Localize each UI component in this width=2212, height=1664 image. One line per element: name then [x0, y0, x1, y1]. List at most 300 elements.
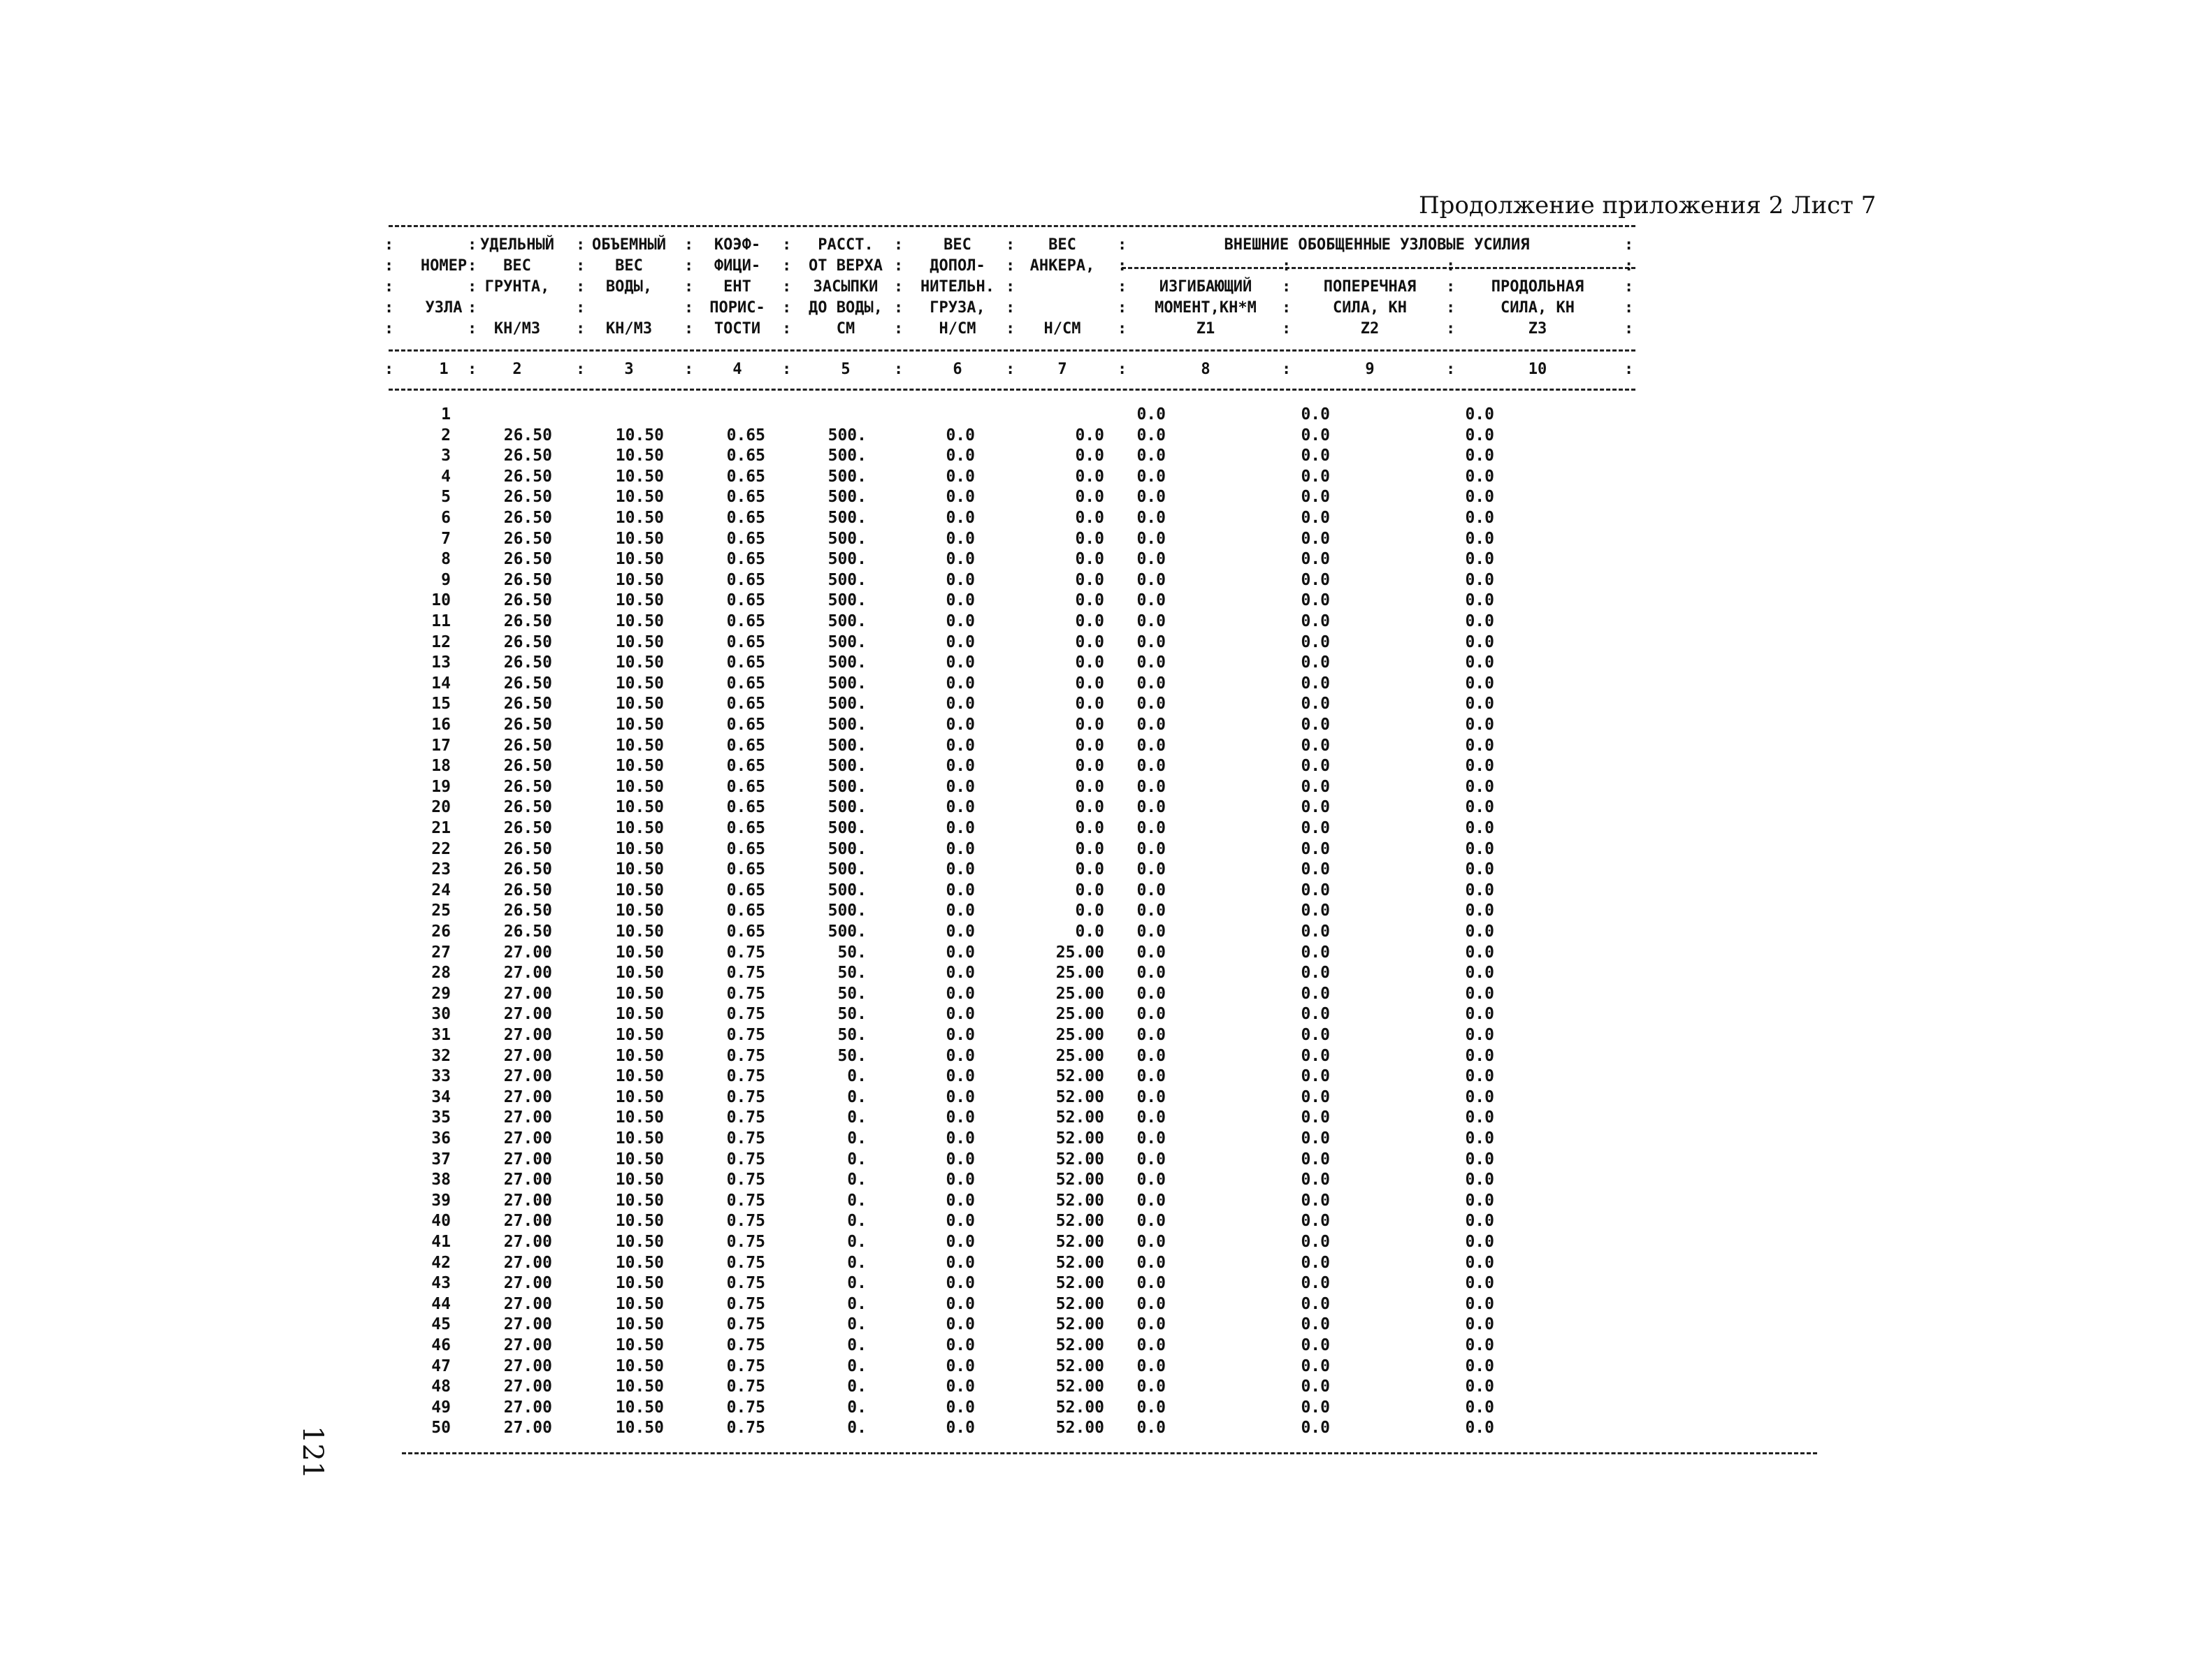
table-cell: 0.0 [1075, 819, 1104, 837]
column-separator: : [1118, 236, 1127, 254]
table-cell: 0.0 [1136, 736, 1166, 755]
table-cell: 500. [827, 902, 867, 920]
table-cell: 0.0 [1465, 943, 1494, 962]
node-number: 20 [431, 798, 451, 817]
table-cell: 500. [827, 695, 867, 714]
table-cell: 0.0 [1136, 1253, 1166, 1272]
table-cell: 0.75 [726, 1336, 765, 1354]
column-separator: : [1118, 257, 1127, 275]
node-number: 12 [431, 632, 451, 651]
table-cell: 10.50 [615, 902, 664, 920]
table-cell: 0.0 [1136, 447, 1166, 465]
node-number: 10 [431, 591, 451, 610]
table-cell: 0.0 [1075, 529, 1104, 548]
table-cell: 0.0 [1301, 1171, 1330, 1189]
header-line: УЗЛА [425, 299, 463, 317]
table-cell: 0.0 [1136, 1067, 1166, 1086]
table-cell: 27.00 [503, 1026, 552, 1044]
node-number: 13 [431, 653, 451, 672]
column-separator: : [1006, 278, 1015, 296]
table-cell: 0.0 [1301, 529, 1330, 548]
header-bottom-rule [389, 349, 1635, 352]
table-cell: 0.0 [1136, 612, 1166, 630]
table-cell: 10.50 [615, 1274, 664, 1293]
table-cell: 0.0 [1301, 902, 1330, 920]
table-cell: 0.0 [1465, 1150, 1494, 1169]
table-cell: 0.0 [946, 943, 975, 962]
table-cell: 0.0 [1136, 653, 1166, 672]
node-number: 11 [431, 612, 451, 630]
column-separator: : [1118, 278, 1127, 296]
table-cell: 0.0 [946, 1171, 975, 1189]
table-cell: 0. [847, 1212, 867, 1231]
table-cell: 52.00 [1055, 1274, 1104, 1293]
table-cell: 0.0 [1301, 1294, 1330, 1313]
table-cell: 27.00 [503, 1294, 552, 1313]
table-cell: 27.00 [503, 984, 552, 1003]
table-cell: 0.65 [726, 881, 765, 899]
table-cell: 26.50 [503, 467, 552, 486]
table-cell: 0.65 [726, 674, 765, 693]
column-number: 9 [1365, 361, 1375, 378]
column-separator: : [468, 236, 477, 254]
table-cell: 0.0 [1465, 1233, 1494, 1251]
table-cell: 0.0 [1301, 1253, 1330, 1272]
table-cell: 52.00 [1055, 1336, 1104, 1354]
header-line: ОТ ВЕРХА [809, 257, 883, 275]
table-cell: 0. [847, 1129, 867, 1148]
table-cell: 27.00 [503, 1419, 552, 1438]
table-cell: 0.0 [1465, 1067, 1494, 1086]
table-cell: 0.0 [1465, 819, 1494, 837]
table-cell: 0.0 [1465, 1398, 1494, 1417]
table-cell: 0.0 [1301, 943, 1330, 962]
node-number: 25 [431, 902, 451, 920]
header-line: ГРУНТА, [484, 278, 550, 296]
node-number: 1 [441, 405, 451, 424]
table-cell: 0.0 [1301, 1046, 1330, 1065]
table-cell: 0.0 [1136, 777, 1166, 796]
table-cell: 0.0 [1465, 426, 1494, 444]
table-cell: 52.00 [1055, 1377, 1104, 1396]
table-cell: 0.0 [1301, 612, 1330, 630]
table-cell: 500. [827, 570, 867, 589]
table-cell: 52.00 [1055, 1212, 1104, 1231]
table-cell: 0. [847, 1253, 867, 1272]
table-cell: 0.0 [1301, 674, 1330, 693]
column-separator: : [894, 299, 904, 317]
table-cell: 0.65 [726, 716, 765, 734]
table-cell: 0.0 [946, 674, 975, 693]
table-cell: 0.0 [1136, 529, 1166, 548]
table-cell: 10.50 [615, 695, 664, 714]
header-line: РАССТ. [818, 236, 874, 254]
table-cell: 0.0 [1465, 653, 1494, 672]
table-cell: 0.0 [1075, 860, 1104, 879]
table-cell: 0.0 [1301, 984, 1330, 1003]
table-cell: 10.50 [615, 757, 664, 776]
table-cell: 26.50 [503, 447, 552, 465]
table-cell: 500. [827, 591, 867, 610]
table-cell: 26.50 [503, 695, 552, 714]
table-cell: 0.0 [1301, 632, 1330, 651]
table-cell: 0.0 [1136, 923, 1166, 941]
table-cell: 0.0 [946, 860, 975, 879]
table-cell: 500. [827, 632, 867, 651]
table-cell: 0.0 [1136, 1356, 1166, 1375]
table-cell: 0.75 [726, 1212, 765, 1231]
table-cell: 0. [847, 1336, 867, 1354]
node-number: 2 [441, 426, 451, 444]
column-separator: : [894, 320, 904, 338]
subheader-line: ПОПЕРЕЧНАЯ [1323, 278, 1417, 296]
table-cell: 50. [837, 1005, 867, 1024]
table-cell: 500. [827, 923, 867, 941]
table-cell: 0.65 [726, 819, 765, 837]
table-cell: 0.0 [1301, 1233, 1330, 1251]
table-cell: 0.0 [1465, 1129, 1494, 1148]
table-cell: 0.0 [1136, 1191, 1166, 1210]
table-cell: 26.50 [503, 881, 552, 899]
node-number: 35 [431, 1108, 451, 1127]
table-cell: 0.0 [1465, 1419, 1494, 1438]
table-cell: 10.50 [615, 1087, 664, 1106]
table-cell: 52.00 [1055, 1191, 1104, 1210]
table-cell: 0.0 [1301, 860, 1330, 879]
table-cell: 10.50 [615, 488, 664, 507]
table-cell: 0. [847, 1233, 867, 1251]
table-cell: 0.0 [1136, 1087, 1166, 1106]
column-separator: : [1118, 361, 1127, 378]
column-separator: : [1624, 299, 1634, 317]
table-cell: 10.50 [615, 1315, 664, 1334]
column-separator: : [1006, 361, 1015, 378]
table-cell: 0.0 [1465, 1191, 1494, 1210]
table-cell: 10.50 [615, 1108, 664, 1127]
table-cell: 0.0 [1075, 757, 1104, 776]
table-cell: 0.65 [726, 467, 765, 486]
node-number: 45 [431, 1315, 451, 1334]
column-separator: : [1282, 320, 1292, 338]
node-number: 33 [431, 1067, 451, 1086]
table-cell: 0.0 [946, 695, 975, 714]
table-cell: 0.0 [1301, 1150, 1330, 1169]
table-cell: 0.0 [1465, 550, 1494, 569]
header-line [465, 298, 570, 319]
column-separator: : [1006, 257, 1015, 275]
table-cell: 27.00 [503, 1315, 552, 1334]
table-cell: 10.50 [615, 1129, 664, 1148]
table-cell: 0. [847, 1294, 867, 1313]
table-cell: 0.75 [726, 1274, 765, 1293]
table-cell: 27.00 [503, 1233, 552, 1251]
table-cell: 0.65 [726, 632, 765, 651]
table-cell: 0.0 [1301, 1191, 1330, 1210]
table-cell: 0.0 [1465, 632, 1494, 651]
table-cell: 0.0 [946, 1067, 975, 1086]
node-number: 50 [431, 1419, 451, 1438]
table-cell: 0.65 [726, 757, 765, 776]
table-cell: 0.0 [946, 1108, 975, 1127]
table-cell: 0.0 [946, 757, 975, 776]
table-cell: 26.50 [503, 529, 552, 548]
table-cell: 0.0 [1136, 943, 1166, 962]
table-cell: 0.0 [1301, 509, 1330, 527]
table-cell: 0.0 [1465, 1253, 1494, 1272]
table-cell: 0.0 [1465, 1294, 1494, 1313]
table-cell: 0.0 [1075, 923, 1104, 941]
table-cell: 0.65 [726, 550, 765, 569]
table-cell: 0.0 [1301, 570, 1330, 589]
table-cell: 0.65 [726, 839, 765, 858]
table-cell: 0.0 [946, 1294, 975, 1313]
column-number: 5 [841, 361, 851, 378]
table-cell: 0.0 [1075, 902, 1104, 920]
node-number: 30 [431, 1005, 451, 1024]
node-number: 26 [431, 923, 451, 941]
column-number: 2 [512, 361, 522, 378]
table-cell: 0.0 [1465, 716, 1494, 734]
column-separator: : [782, 361, 792, 378]
table-cell: 0.0 [1136, 1336, 1166, 1354]
node-number: 40 [431, 1212, 451, 1231]
table-cell: 0.0 [1465, 860, 1494, 879]
table-cell: 0.0 [1465, 964, 1494, 983]
column-separator: : [384, 320, 394, 338]
table-cell: 50. [837, 984, 867, 1003]
table-cell: 25.00 [1055, 1005, 1104, 1024]
table-cell: 25.00 [1055, 984, 1104, 1003]
table-cell: 0.75 [726, 1171, 765, 1189]
table-cell: 0.65 [726, 509, 765, 527]
column-number: 1 [439, 361, 449, 378]
header-line: ЕНТ [723, 278, 751, 296]
table-cell: 0.0 [1075, 509, 1104, 527]
table-cell: 0.0 [1136, 1377, 1166, 1396]
table-cell: 10.50 [615, 550, 664, 569]
node-number: 41 [431, 1233, 451, 1251]
node-number: 29 [431, 984, 451, 1003]
table-cell: 0.65 [726, 736, 765, 755]
table-cell: 500. [827, 798, 867, 817]
table-cell: 0.75 [726, 1356, 765, 1375]
group-header: ВНЕШНИЕ ОБОБЩЕННЫЕ УЗЛОВЫЕ УСИЛИЯ [1224, 236, 1530, 254]
table-cell: 10.50 [615, 777, 664, 796]
column-separator: : [384, 236, 394, 254]
node-number: 4 [441, 467, 451, 486]
node-number: 16 [431, 716, 451, 734]
table-cell: 0.0 [1301, 1067, 1330, 1086]
node-number: 38 [431, 1171, 451, 1189]
table-cell: 0.0 [1301, 1005, 1330, 1024]
table-cell: 0.0 [1465, 839, 1494, 858]
table-cell: 0.75 [726, 1046, 765, 1065]
header-line: КН/М3 [605, 320, 653, 338]
table-cell: 10.50 [615, 1212, 664, 1231]
table-cell: 26.50 [503, 653, 552, 672]
table-cell: 10.50 [615, 964, 664, 983]
subheader-line: МОМЕНТ,КН*М [1155, 299, 1257, 317]
table-cell: 0.75 [726, 1005, 765, 1024]
table-cell: 0.0 [1301, 964, 1330, 983]
table-cell: 27.00 [503, 1398, 552, 1417]
table-cell: 500. [827, 736, 867, 755]
column-separator: : [1446, 320, 1456, 338]
column-separator: : [1006, 236, 1015, 254]
table-cell: 0.0 [1301, 777, 1330, 796]
column-separator: : [1624, 320, 1634, 338]
table-cell: 26.50 [503, 632, 552, 651]
table-cell: 27.00 [503, 1067, 552, 1086]
header-line: ВЕС [615, 257, 643, 275]
table-cell: 0.0 [946, 1315, 975, 1334]
column-separator: : [384, 278, 394, 296]
table-cell: 0.0 [946, 1046, 975, 1065]
table-cell: 0.75 [726, 1233, 765, 1251]
node-number: 42 [431, 1253, 451, 1272]
table-cell: 500. [827, 653, 867, 672]
table-cell: 26.50 [503, 923, 552, 941]
table-cell: 10.50 [615, 1398, 664, 1417]
table-cell: 0.0 [1136, 716, 1166, 734]
table-cell: 0.65 [726, 612, 765, 630]
table-cell: 0.0 [1075, 488, 1104, 507]
table-cell: 0.0 [946, 1398, 975, 1417]
column-separator: : [384, 257, 394, 275]
table-cell: 0.0 [1465, 674, 1494, 693]
table-cell: 0.0 [1301, 1129, 1330, 1148]
table-cell: 500. [827, 674, 867, 693]
table-cell: 26.50 [503, 509, 552, 527]
table-cell: 10.50 [615, 529, 664, 548]
table-cell: 500. [827, 881, 867, 899]
table-cell: 0.0 [946, 467, 975, 486]
header-line: КН/М3 [493, 320, 541, 338]
table-cell: 26.50 [503, 426, 552, 444]
table-cell: 10.50 [615, 1046, 664, 1065]
table-cell: 0.0 [1136, 757, 1166, 776]
table-cell: 0.0 [1465, 757, 1494, 776]
table-cell: 52.00 [1055, 1108, 1104, 1127]
table-cell: 10.50 [615, 570, 664, 589]
table-cell: 25.00 [1055, 1046, 1104, 1065]
node-number: 7 [441, 529, 451, 548]
table-cell: 0. [847, 1191, 867, 1210]
table-cell: 10.50 [615, 632, 664, 651]
table-cell: 0.0 [946, 902, 975, 920]
node-number: 21 [431, 819, 451, 837]
table-cell: 0.75 [726, 1377, 765, 1396]
table-cell: 0. [847, 1087, 867, 1106]
node-number: 9 [441, 570, 451, 589]
table-cell: 26.50 [503, 612, 552, 630]
table-cell: 0. [847, 1067, 867, 1086]
table-cell: 50. [837, 943, 867, 962]
header-line: СМ [836, 320, 855, 338]
table-cell: 10.50 [615, 1253, 664, 1272]
column-separator: : [468, 278, 477, 296]
table-cell: 0.0 [1075, 716, 1104, 734]
header-line: КОЭФ- [714, 236, 761, 254]
table-cell: 0.0 [1136, 984, 1166, 1003]
node-number: 22 [431, 839, 451, 858]
table-cell: 25.00 [1055, 943, 1104, 962]
table-cell: 0. [847, 1315, 867, 1334]
table-cell: 500. [827, 777, 867, 796]
table-cell: 27.00 [503, 1356, 552, 1375]
table-cell: 0.0 [1465, 902, 1494, 920]
table-cell: 0.0 [946, 923, 975, 941]
table-cell: 27.00 [503, 1046, 552, 1065]
node-number: 24 [431, 881, 451, 899]
table-cell: 27.00 [503, 1336, 552, 1354]
node-number: 18 [431, 757, 451, 776]
table-cell: 0.0 [1465, 881, 1494, 899]
table-cell: 0.0 [946, 1026, 975, 1044]
column-separator: : [1282, 361, 1292, 378]
table-cell: 0.0 [1301, 488, 1330, 507]
table-cell: 0.0 [1301, 923, 1330, 941]
table-cell: 0.0 [1136, 839, 1166, 858]
table-cell: 0.0 [946, 1129, 975, 1148]
table-cell: 0.0 [1301, 1419, 1330, 1438]
column-separator: : [1006, 320, 1015, 338]
column-separator: : [468, 257, 477, 275]
table-cell: 0.75 [726, 984, 765, 1003]
table-cell: 0.0 [946, 653, 975, 672]
table-cell: 0.0 [946, 447, 975, 465]
table-cell: 0.0 [1301, 819, 1330, 837]
table-cell: 52.00 [1055, 1067, 1104, 1086]
table-cell: 52.00 [1055, 1356, 1104, 1375]
table-cell: 0.0 [1465, 1212, 1494, 1231]
table-cell: 0.75 [726, 964, 765, 983]
table-cell: 0.0 [946, 529, 975, 548]
table-cell: 0.0 [1465, 1377, 1494, 1396]
table-cell: 0.0 [946, 632, 975, 651]
table-cell: 26.50 [503, 488, 552, 507]
column-separator: : [1446, 257, 1456, 275]
column-separator: : [1624, 236, 1634, 254]
table-cell: 0.0 [1136, 902, 1166, 920]
table-cell: 26.50 [503, 591, 552, 610]
table-cell: 0.0 [1465, 1274, 1494, 1293]
table-cell: 10.50 [615, 839, 664, 858]
header-line: ФИЦИ- [714, 257, 761, 275]
column-number: 4 [732, 361, 742, 378]
table-cell: 0. [847, 1108, 867, 1127]
column-separator: : [782, 236, 792, 254]
table-cell: 10.50 [615, 509, 664, 527]
table-cell: 0.65 [726, 653, 765, 672]
table-cell: 0.0 [1136, 1419, 1166, 1438]
table-cell: 0.0 [1136, 591, 1166, 610]
header-line: ДО ВОДЫ, [809, 299, 883, 317]
table-cell: 27.00 [503, 1212, 552, 1231]
column-separator: : [576, 257, 586, 275]
table-cell: 0.0 [1301, 467, 1330, 486]
column-separator: : [782, 257, 792, 275]
table-cell: 0.0 [1301, 550, 1330, 569]
table-cell: 0.0 [1465, 1356, 1494, 1375]
table-cell: 0.75 [726, 1191, 765, 1210]
table-cell: 0.0 [1465, 1108, 1494, 1127]
table-cell: 26.50 [503, 860, 552, 879]
table-cell: 0.0 [1301, 839, 1330, 858]
table-cell: 27.00 [503, 1087, 552, 1106]
column-number-rule [389, 389, 1635, 391]
column-number: 10 [1528, 361, 1547, 378]
